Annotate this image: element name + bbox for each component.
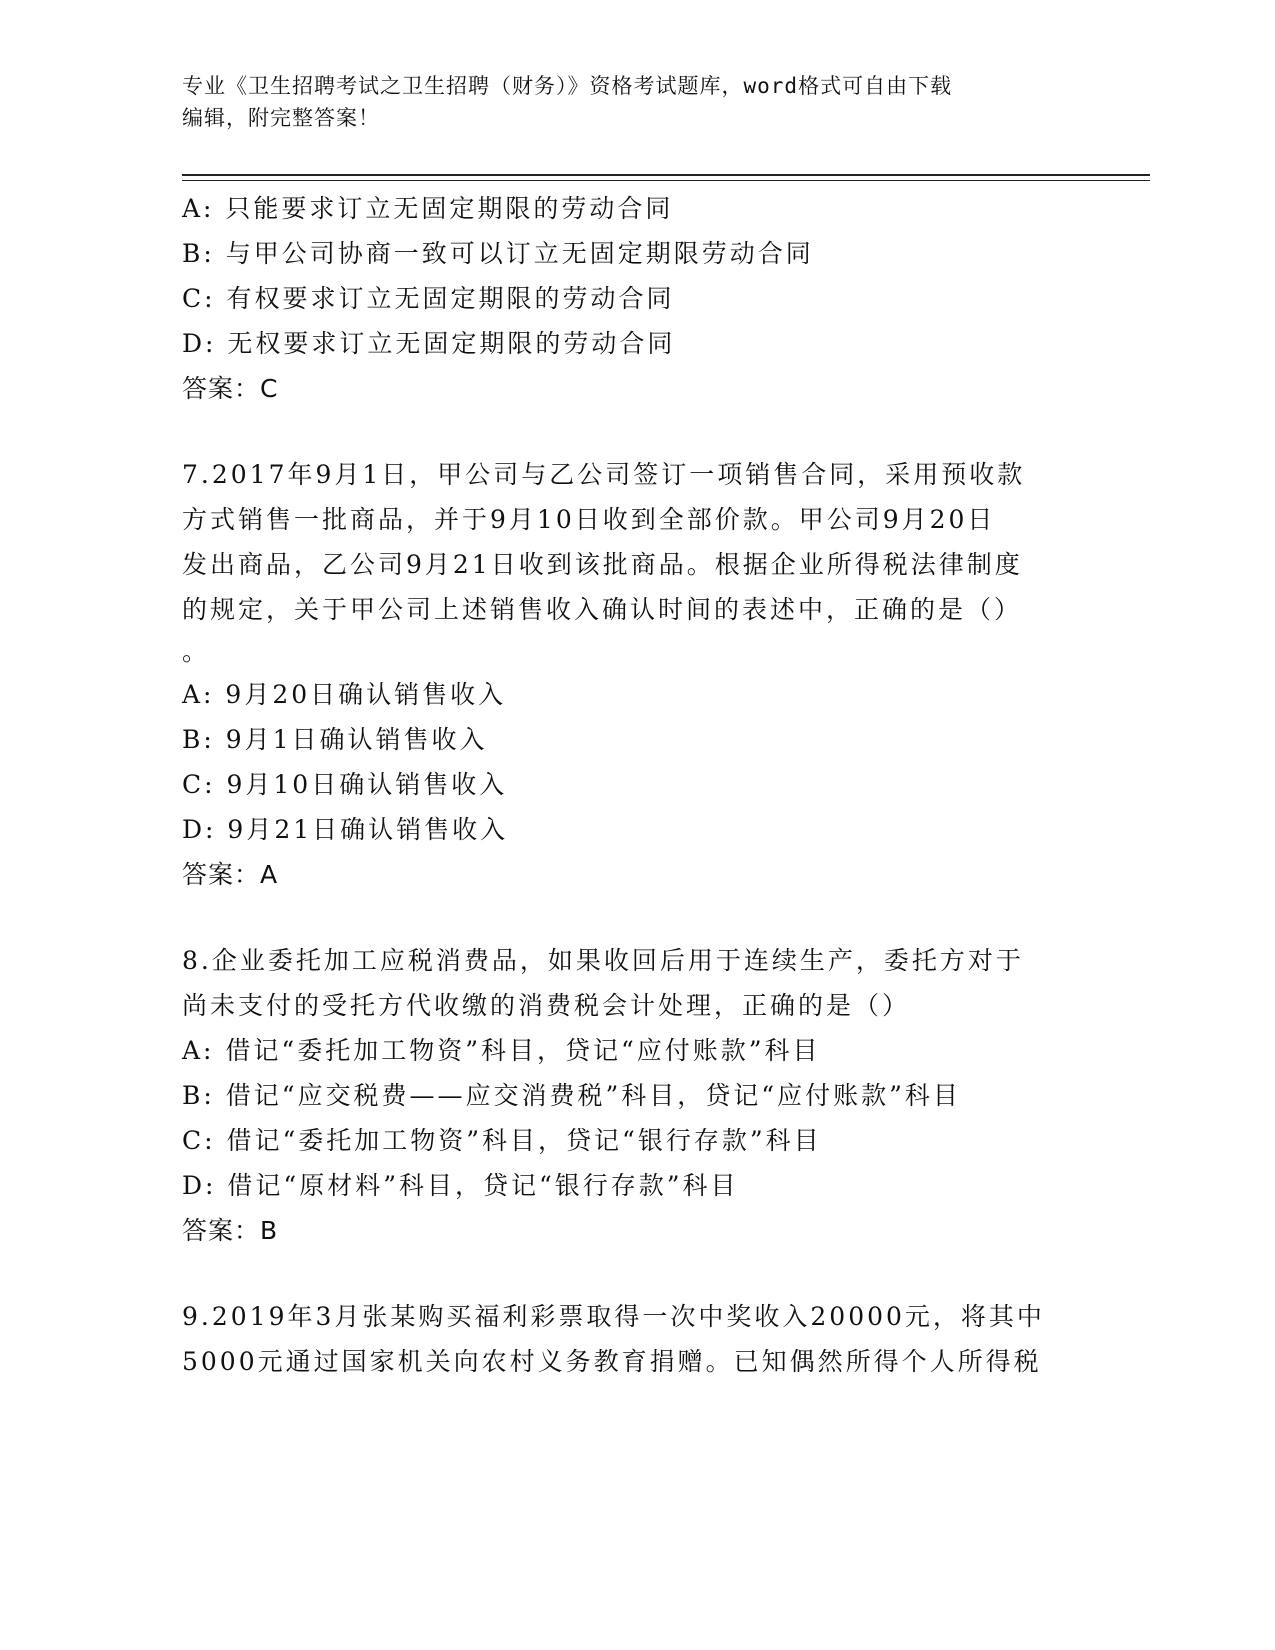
question-spacer: [182, 1253, 1062, 1294]
header-line-2: 编辑，附完整答案！: [182, 106, 380, 130]
header-divider-thin: [182, 180, 1150, 181]
question-stem-line: 7.2017年9月1日，甲公司与乙公司签订一项销售合同，采用预收款: [182, 460, 1026, 489]
header-divider-thick: [182, 174, 1150, 176]
question-stem-line: 的规定，关于甲公司上述销售收入确认时间的表述中，正确的是（）: [182, 595, 1023, 624]
question-8: [182, 938, 1062, 1253]
option-b: B: 与甲公司协商一致可以订立无固定期限劳动合同: [182, 239, 814, 268]
question-6: [182, 186, 1062, 411]
option-d: D: 无权要求订立无固定期限的劳动合同: [182, 329, 676, 358]
question-7: [182, 452, 1062, 897]
option-b: B: 借记“应交税费——应交消费税”科目，贷记“应付账款”科目: [182, 1081, 961, 1110]
question-stem-line: 9.2019年3月张某购买福利彩票取得一次中奖收入20000元，将其中: [182, 1302, 1045, 1331]
option-c: C: 借记“委托加工物资”科目，贷记“银行存款”科目: [182, 1126, 822, 1155]
option-b: B: 9月1日确认销售收入: [182, 725, 488, 754]
option-c: C: 有权要求订立无固定期限的劳动合同: [182, 284, 675, 313]
header-line-1: 专业《卫生招聘考试之卫生招聘（财务）》资格考试题库，word格式可自由下载: [182, 74, 953, 98]
option-a: A: 只能要求订立无固定期限的劳动合同: [182, 194, 674, 223]
option-d: D: 9月21日确认销售收入: [182, 815, 509, 844]
answer-line: 答案：A: [182, 860, 279, 889]
option-d: D: 借记“原材料”科目，贷记“银行存款”科目: [182, 1171, 739, 1200]
answer-line: 答案：C: [182, 374, 279, 403]
document-header: [182, 70, 1042, 134]
question-stem-line: 8.企业委托加工应税消费品，如果收回后用于连续生产，委托方对于: [182, 946, 1024, 975]
question-9: [182, 1294, 1062, 1384]
question-spacer: [182, 411, 1062, 452]
question-spacer: [182, 897, 1062, 938]
option-c: C: 9月10日确认销售收入: [182, 770, 508, 799]
question-stem-line: 发出商品，乙公司9月21日收到该批商品。根据企业所得税法律制度: [182, 550, 1023, 579]
question-stem-line: 。: [182, 637, 208, 666]
option-a: A: 借记“委托加工物资”科目，贷记“应付账款”科目: [182, 1036, 821, 1065]
option-a: A: 9月20日确认销售收入: [182, 680, 507, 709]
question-stem-line: 方式销售一批商品，并于9月10日收到全部价款。甲公司9月20日: [182, 505, 996, 534]
question-stem-line: 5000元通过国家机关向农村义务教育捐赠。已知偶然所得个人所得税: [182, 1347, 1042, 1376]
answer-line: 答案：B: [182, 1216, 279, 1245]
question-stem-line: 尚未支付的受托方代收缴的消费税会计处理，正确的是（）: [182, 991, 911, 1020]
question-content: [182, 186, 1062, 1384]
